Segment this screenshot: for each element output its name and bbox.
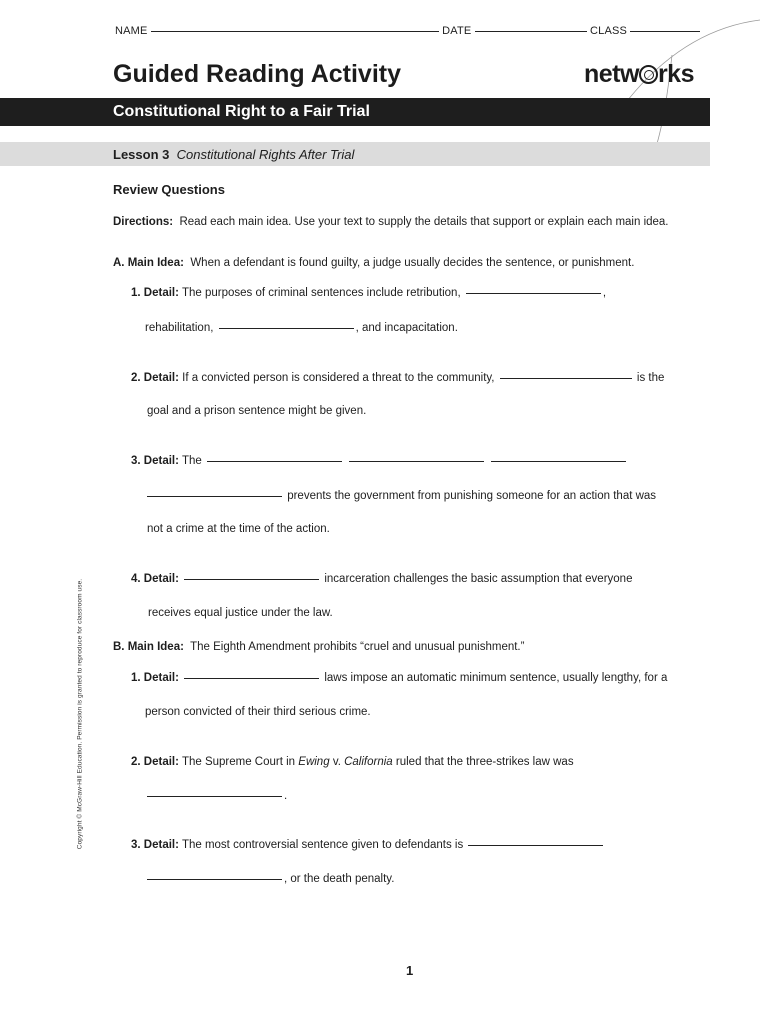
copyright-notice: Copyright © McGraw-Hill Education. Permission is granted to reproduce for classroom use. bbox=[76, 578, 84, 850]
lesson-title: Lesson 3 Constitutional Rights After Trial bbox=[113, 147, 355, 162]
date-field[interactable] bbox=[475, 31, 587, 32]
answer-blank[interactable] bbox=[147, 879, 282, 880]
answer-blank[interactable] bbox=[468, 845, 603, 846]
subtitle: Constitutional Right to a Fair Trial bbox=[113, 103, 370, 120]
detail-a2-line1: 2. Detail: If a convicted person is considered a threat to the community, is the bbox=[131, 372, 665, 384]
date-label: DATE bbox=[442, 25, 472, 37]
answer-blank[interactable] bbox=[349, 461, 484, 462]
name-label: NAME bbox=[115, 25, 148, 37]
answer-blank[interactable] bbox=[219, 328, 354, 329]
lesson-band bbox=[0, 142, 710, 166]
subtitle-band bbox=[0, 98, 710, 126]
detail-a3-line2: prevents the government from punishing someone for an action that was bbox=[145, 490, 656, 502]
answer-blank[interactable] bbox=[184, 579, 319, 580]
answer-blank[interactable] bbox=[184, 678, 319, 679]
main-idea-b: B. Main Idea: The Eighth Amendment prohibits “cruel and unusual punishment.” bbox=[113, 641, 525, 653]
detail-a3-line1: 3. Detail: The bbox=[131, 455, 628, 467]
detail-a1-line2: rehabilitation, , and incapacitation. bbox=[145, 322, 458, 334]
detail-a3-line3: not a crime at the time of the action. bbox=[147, 523, 330, 535]
detail-b3-line2: , or the death penalty. bbox=[145, 873, 394, 885]
class-field[interactable] bbox=[630, 31, 700, 32]
detail-b1-line2: person convicted of their third serious crime. bbox=[145, 706, 371, 718]
answer-blank[interactable] bbox=[207, 461, 342, 462]
detail-b2-line2: . bbox=[145, 790, 287, 802]
name-field[interactable] bbox=[151, 31, 439, 32]
detail-a4-line2: receives equal justice under the law. bbox=[148, 607, 333, 619]
main-idea-a: A. Main Idea: When a defendant is found guilty, a judge usually decides the sentence, or punishment. bbox=[113, 257, 635, 269]
page-title: Guided Reading Activity bbox=[113, 60, 402, 88]
detail-b2-line1: 2. Detail: The Supreme Court in Ewing v. California ruled that the three-strikes law was bbox=[131, 756, 574, 768]
answer-blank[interactable] bbox=[147, 496, 282, 497]
answer-blank[interactable] bbox=[466, 293, 601, 294]
detail-b3-line1: 3. Detail: The most controversial sentence given to defendants is bbox=[131, 839, 605, 851]
detail-a4-line1: 4. Detail: incarceration challenges the basic assumption that everyone bbox=[131, 573, 633, 585]
answer-blank[interactable] bbox=[500, 378, 632, 379]
detail-a2-line2: goal and a prison sentence might be given. bbox=[147, 405, 367, 417]
page-number: 1 bbox=[406, 963, 414, 978]
globe-icon bbox=[639, 65, 658, 84]
networks-logo: netw rks bbox=[584, 60, 694, 88]
detail-a1-line1: 1. Detail: The purposes of criminal sentences include retribution, , bbox=[131, 287, 607, 299]
answer-blank[interactable] bbox=[147, 796, 282, 797]
directions: Directions: Read each main idea. Use your text to supply the details that support or explain each main idea. bbox=[113, 216, 669, 228]
class-label: CLASS bbox=[589, 25, 628, 37]
answer-blank[interactable] bbox=[491, 461, 626, 462]
detail-b1-line1: 1. Detail: laws impose an automatic minimum sentence, usually lengthy, for a bbox=[131, 672, 668, 684]
section-heading: Review Questions bbox=[113, 182, 225, 197]
header-fields bbox=[115, 25, 700, 37]
